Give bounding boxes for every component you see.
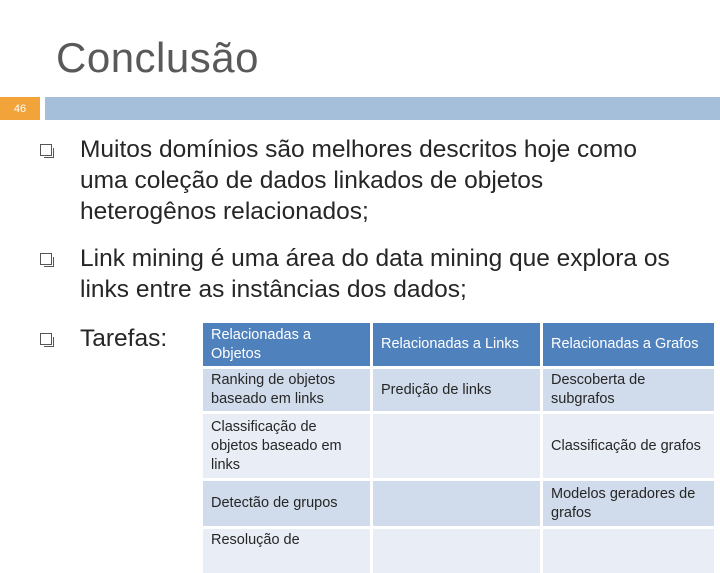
checkbox-bullet-icon (40, 144, 52, 156)
table-cell (372, 528, 542, 573)
table-row (202, 368, 714, 413)
header-objects: Relacionadas a Objetos (202, 322, 372, 368)
page-number-badge (0, 97, 40, 120)
title-divider-bar (45, 97, 720, 120)
header-links: Relacionadas a Links (372, 322, 542, 368)
table-cell: Modelos geradores de grafos (542, 480, 714, 528)
bullet-text: Link mining é uma área do data mining que explora os links entre as instâncias dos dados; (80, 243, 685, 305)
table-cell: Classificação de objetos baseado em links (202, 413, 372, 480)
table-cell: Predição de links (372, 368, 542, 413)
table-cell: Detectão de grupos (202, 480, 372, 528)
table-cell: Resolução de (202, 528, 372, 573)
table-row (202, 480, 714, 528)
table-cell: Descoberta de subgrafos (542, 368, 714, 413)
table-cell (542, 528, 714, 573)
bullet-item-1 (40, 134, 680, 227)
bullet-item-2 (40, 243, 685, 305)
page-number: 46 (14, 103, 26, 115)
table-header-row (202, 322, 714, 368)
table-cell: Classificação de grafos (542, 413, 714, 480)
checkbox-bullet-icon (40, 253, 52, 265)
bullet-item-3 (40, 323, 167, 354)
table-cell: Ranking de objetos baseado em links (202, 368, 372, 413)
table-cell (372, 480, 542, 528)
tasks-table (200, 320, 714, 573)
header-graphs: Relacionadas a Grafos (542, 322, 714, 368)
table-row (202, 528, 714, 573)
slide-title: Conclusão (56, 34, 259, 82)
checkbox-bullet-icon (40, 333, 52, 345)
table-cell (372, 413, 542, 480)
bullet-text: Muitos domínios são melhores descritos hoje como uma coleção de dados linkados de objetos heterogênos relacionados; (80, 134, 680, 227)
table-row (202, 413, 714, 480)
bullet-text: Tarefas: (80, 323, 167, 354)
